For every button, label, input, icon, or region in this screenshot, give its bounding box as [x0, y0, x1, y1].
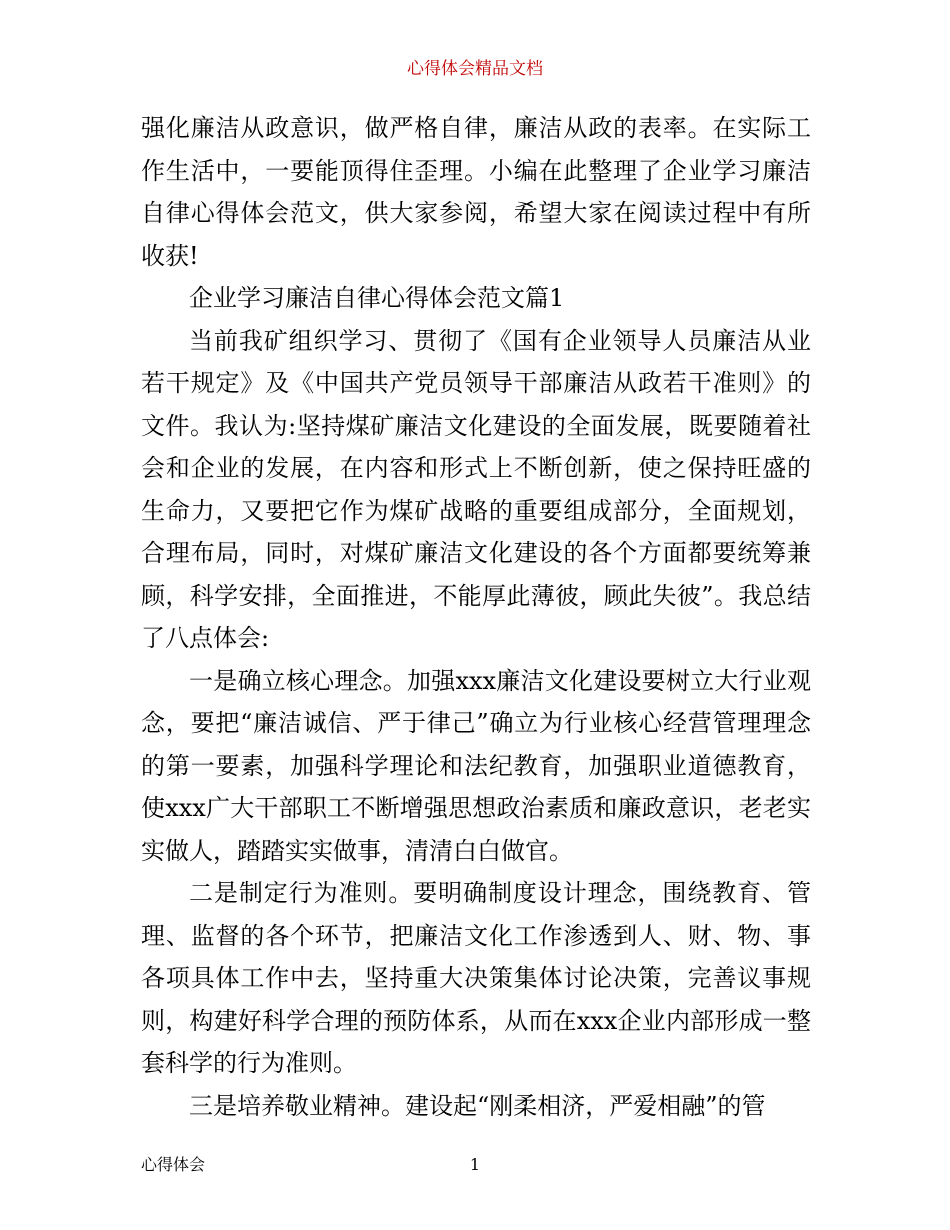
paragraph-point-one: 一是确立核心理念。加强xxx廉洁文化建设要树立大行业观念，要把“廉洁诚信、严于律己”确立为行业核心经营管理理念的第一要素，加强科学理论和法纪教育，加强职业道德教育，使xxx广大干部职工不断增强思想政治素质和廉政意识，老老实实做人，踏踏实实做事，清清白白做官。 [141, 666, 811, 865]
paragraph-point-three: 三是培养敬业精神。建设起“刚柔相济，严爱相融”的管 [189, 1091, 766, 1120]
page-header-title: 心得体会精品文档 [407, 59, 543, 79]
page-number: 1 [469, 1155, 481, 1174]
paragraph-intro: 强化廉洁从政意识，做严格自律，廉洁从政的表率。在实际工作生活中，一要能顶得住歪理。小编在此整理了企业学习廉洁自律心得体会范文，供大家参阅，希望大家在阅读过程中有所收获! [141, 114, 811, 270]
page-footer-label: 心得体会 [141, 1155, 206, 1174]
paragraph-point-two: 二是制定行为准则。要明确制度设计理念，围绕教育、管理、监督的各个环节，把廉洁文化工作渗透到人、财、物、事各项具体工作中去，坚持重大决策集体讨论决策，完善议事规则，构建好科学合理的预防体系，从而在xxx企业内部形成一整套科学的行为准则。 [141, 879, 811, 1077]
section-heading: 企业学习廉洁自律心得体会范文篇1 [189, 284, 565, 312]
paragraph-context: 当前我矿组织学习、贯彻了《国有企业领导人员廉洁从业若干规定》及《中国共产党员领导干部廉洁从政若干准则》的文件。我认为:坚持煤矿廉洁文化建设的全面发展，既要随着社会和企业的发展，在内容和形式上不断创新，使之保持旺盛的生命力，又要把它作为煤矿战略的重要组成部分，全面规划，合理布局，同时，对煤矿廉洁文化建设的各个方面都要统筹兼顾，科学安排，全面推进，不能厚此薄彼，顾此失彼”。我总结了八点体会: [141, 326, 811, 652]
document-body [141, 107, 811, 1127]
